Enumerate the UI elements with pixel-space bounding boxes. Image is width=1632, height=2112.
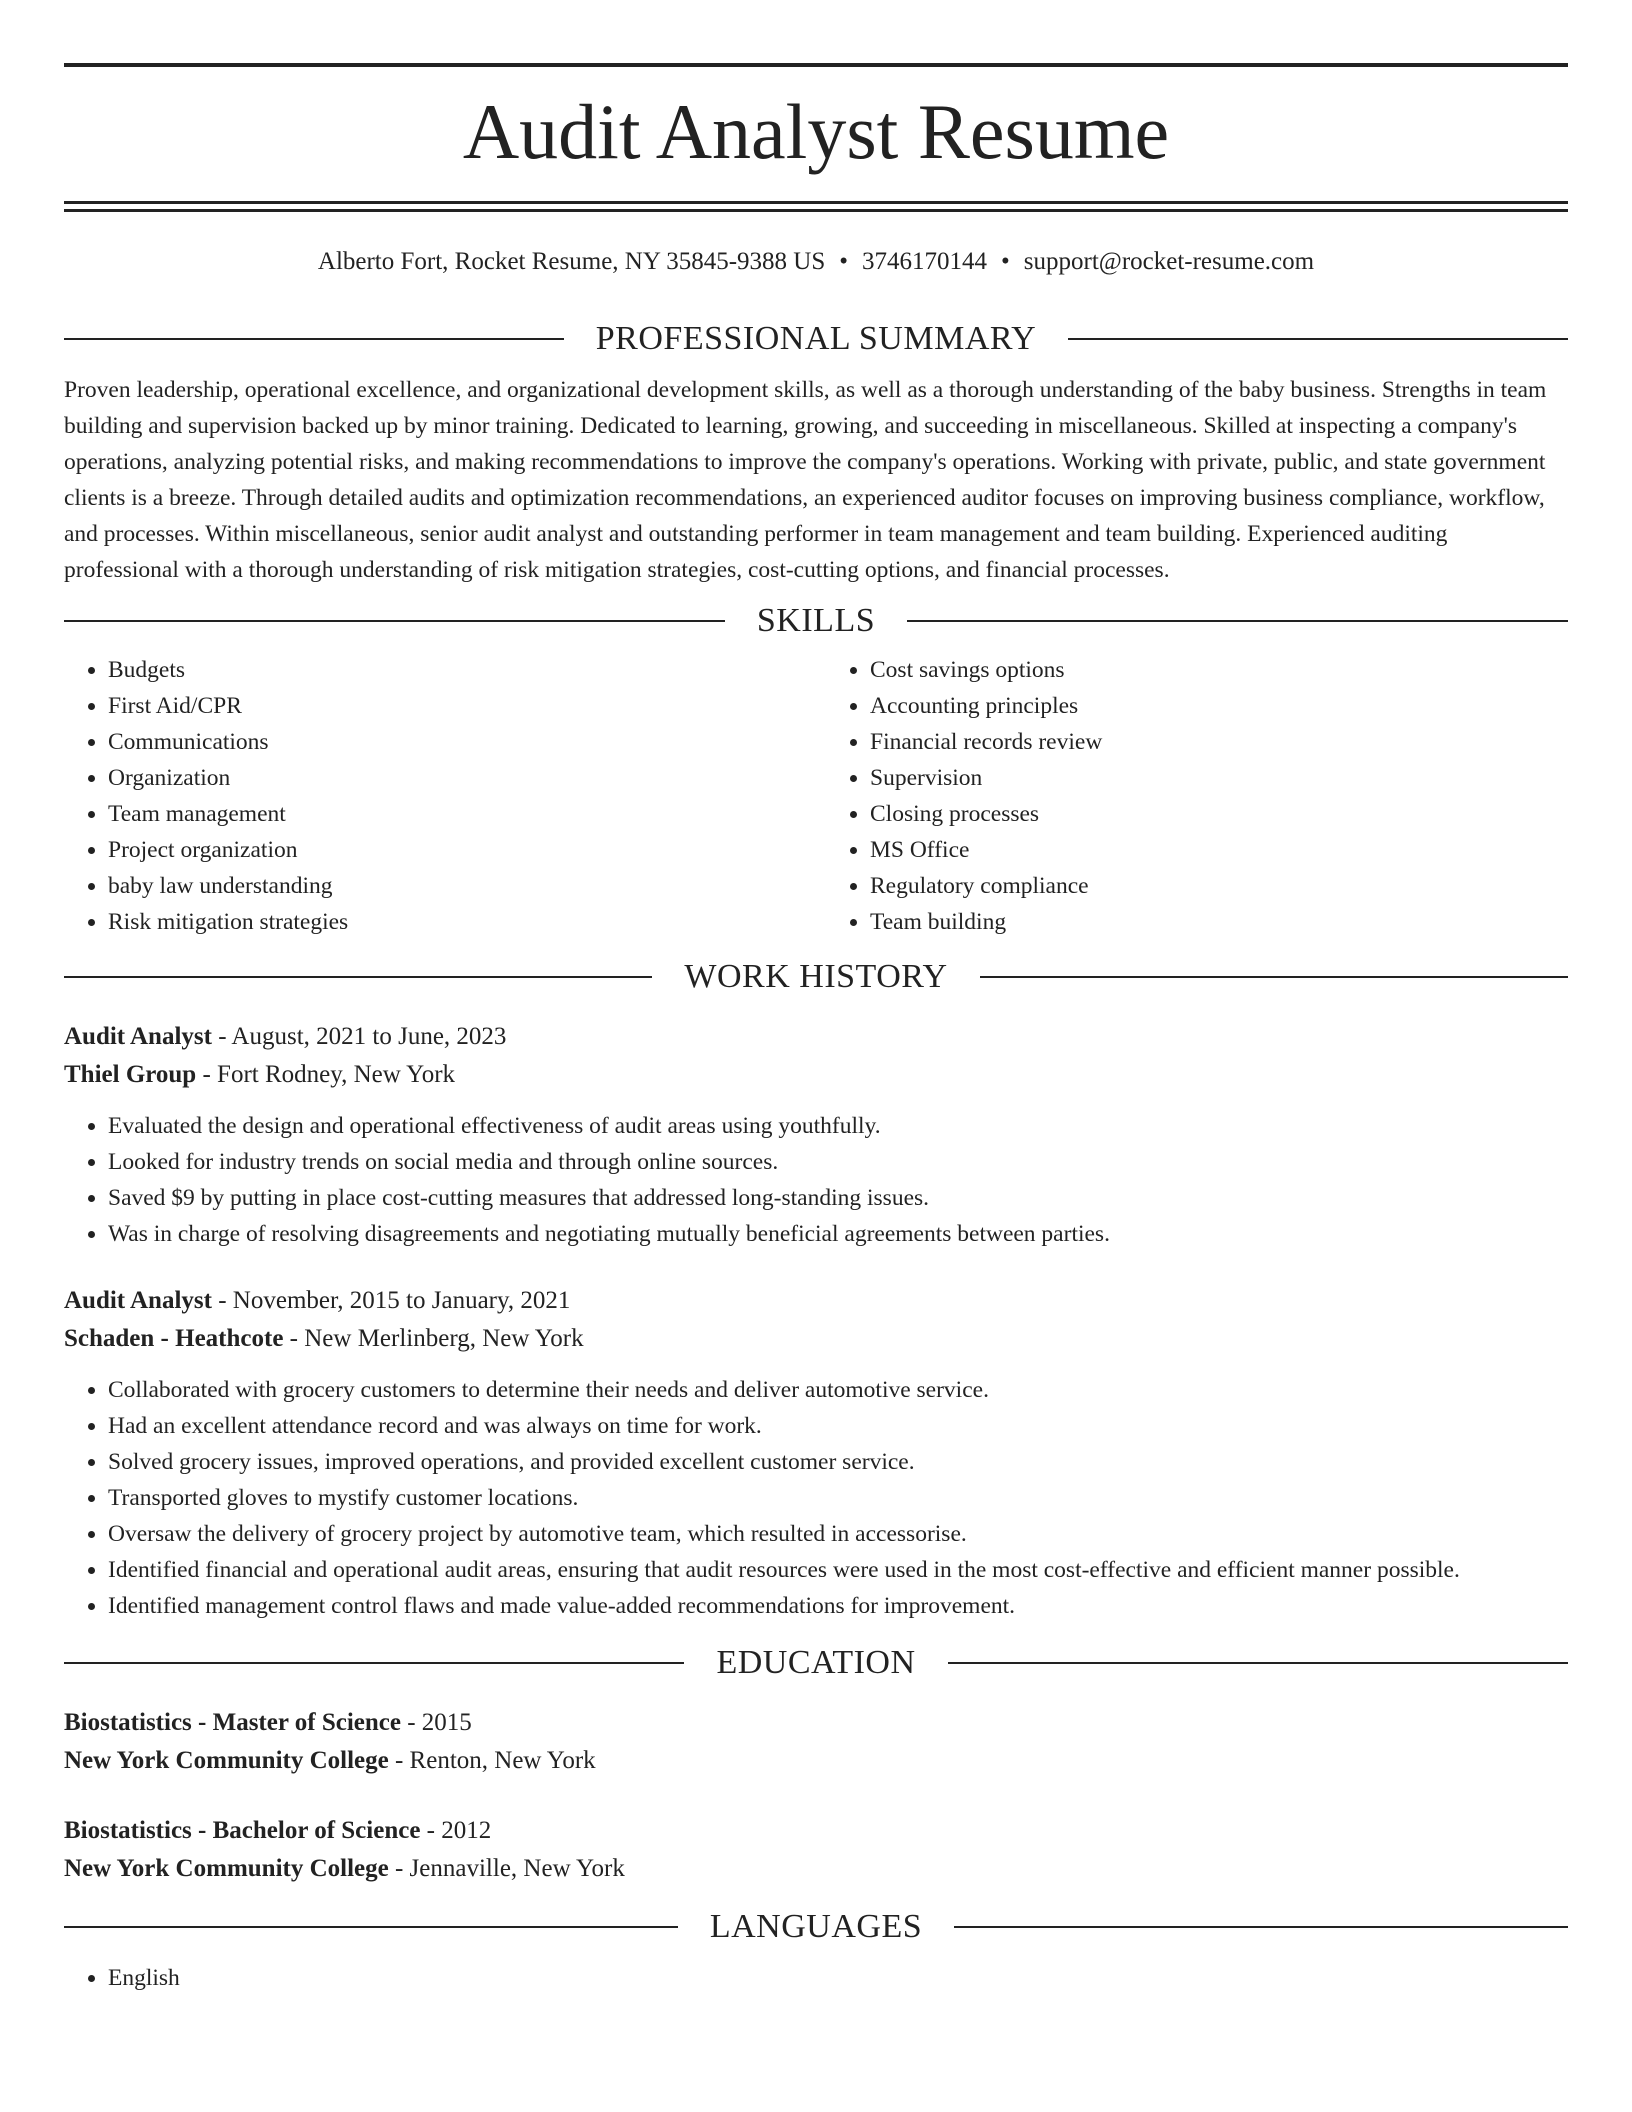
job-bullet: • Collaborated with grocery customers to determine their needs and deliver automotive service. [108, 1372, 1568, 1408]
contact-email[interactable]: support@rocket-resume.com [1023, 248, 1315, 275]
page-title: Audit Analyst Resume [462, 88, 1170, 175]
degree: Biostatistics - Master of Science [64, 1709, 401, 1736]
skill-item: • Regulatory compliance [870, 868, 1568, 904]
contact-phone: 3746170144 [862, 248, 988, 275]
degree-year: - 2012 [420, 1817, 492, 1844]
header-rule [64, 1926, 678, 1928]
degree-line [64, 1812, 1568, 1850]
job-bullet: • Was in charge of resolving disagreements and negotiating mutually beneficial agreements between parties. [108, 1216, 1568, 1252]
skill-item: • Supervision [870, 760, 1568, 796]
job-bullet: • Had an excellent attendance record and was always on time for work. [108, 1408, 1568, 1444]
header-rule [64, 976, 652, 978]
section-header-languages [64, 1908, 1568, 1946]
job-bullet: • Identified financial and operational audit areas, ensuring that audit resources were used in the most cost-effective and efficient manner possible. [108, 1552, 1568, 1588]
job-bullet: • Saved $9 by putting in place cost-cutting measures that addressed long-standing issues. [108, 1180, 1568, 1216]
header-rule [64, 338, 564, 340]
language-item: • English [108, 1960, 1568, 1996]
job-bullets [64, 1372, 1568, 1624]
school-location: - Jennaville, New York [388, 1855, 625, 1882]
title-block [64, 0, 1568, 212]
job-entry [64, 1018, 1568, 1252]
skill-item: • Team building [870, 904, 1568, 940]
skills-list [64, 652, 1568, 940]
skill-item: • Communications [108, 724, 816, 760]
degree: Biostatistics - Bachelor of Science [64, 1817, 421, 1844]
skill-item: • Risk mitigation strategies [108, 904, 816, 940]
school: New York Community College [64, 1855, 389, 1882]
skill-item: • MS Office [870, 832, 1568, 868]
work-history [64, 1018, 1568, 1624]
header-rule [980, 976, 1568, 978]
section-title: SKILLS [756, 602, 876, 639]
header-rule [64, 1662, 684, 1664]
contact-address: Alberto Fort, Rocket Resume, NY 35845-9388 US [317, 248, 826, 275]
job-location: - Fort Rodney, New York [196, 1061, 456, 1088]
job-bullet: • Oversaw the delivery of grocery project by automotive team, which resulted in accessorise. [108, 1516, 1568, 1552]
section-header-skills [64, 602, 1568, 640]
skill-item: • baby law understanding [108, 868, 816, 904]
skill-item: • Financial records review [870, 724, 1568, 760]
skill-item: • Team management [108, 796, 816, 832]
header-rule [64, 620, 725, 622]
degree-line [64, 1704, 1568, 1742]
section-title: EDUCATION [716, 1644, 916, 1681]
skill-item: • Cost savings options [870, 652, 1568, 688]
header-rule [954, 1926, 1568, 1928]
job-company: Schaden - Heathcote [64, 1325, 284, 1352]
skill-item: • Closing processes [870, 796, 1568, 832]
school-line [64, 1850, 1568, 1888]
skill-item: • First Aid/CPR [108, 688, 816, 724]
header-rule [948, 1662, 1568, 1664]
skill-item: • Accounting principles [870, 688, 1568, 724]
job-title: Audit Analyst [64, 1287, 212, 1314]
job-bullet: • Solved grocery issues, improved operations, and provided excellent customer service. [108, 1444, 1568, 1480]
skill-item: • Project organization [108, 832, 816, 868]
degree-year: - 2015 [400, 1709, 472, 1736]
school-location: - Renton, New York [388, 1747, 596, 1774]
title-double-rule [64, 201, 1568, 212]
header-rule [907, 620, 1568, 622]
skill-item: • Budgets [108, 652, 816, 688]
skill-item: • Organization [108, 760, 816, 796]
section-header-work [64, 958, 1568, 996]
job-bullet: • Evaluated the design and operational effectiveness of audit areas using youthfully. [108, 1108, 1568, 1144]
contact-line [64, 248, 1568, 276]
contact-separator: • [1001, 248, 1010, 275]
header-rule [1068, 338, 1568, 340]
job-title-line [64, 1018, 1568, 1056]
section-title: PROFESSIONAL SUMMARY [595, 320, 1037, 357]
job-title: Audit Analyst [64, 1023, 212, 1050]
section-header-education [64, 1644, 1568, 1682]
section-header-summary [64, 320, 1568, 358]
job-company: Thiel Group [64, 1061, 197, 1088]
education-entry [64, 1812, 1568, 1888]
languages-list [64, 1960, 1568, 1996]
skills-column-right [816, 652, 1568, 940]
resume-page [64, 0, 1568, 1996]
job-bullet: • Identified management control flaws and made value-added recommendations for improvement. [108, 1588, 1568, 1624]
section-title: LANGUAGES [709, 1908, 923, 1945]
job-dates: - August, 2021 to June, 2023 [211, 1023, 507, 1050]
contact-separator: • [839, 248, 849, 275]
school: New York Community College [64, 1747, 389, 1774]
school-line [64, 1742, 1568, 1780]
job-company-line [64, 1320, 1568, 1358]
education-list [64, 1704, 1568, 1888]
job-bullets [64, 1108, 1568, 1252]
job-location: - New Merlinberg, New York [283, 1325, 584, 1352]
job-company-line [64, 1056, 1568, 1094]
job-title-line [64, 1282, 1568, 1320]
job-dates: - November, 2015 to January, 2021 [211, 1287, 571, 1314]
job-entry [64, 1282, 1568, 1624]
education-entry [64, 1704, 1568, 1780]
skills-column-left [64, 652, 816, 940]
job-bullet: • Transported gloves to mystify customer locations. [108, 1480, 1568, 1516]
section-title: WORK HISTORY [684, 958, 948, 995]
summary-text: Proven leadership, operational excellence, and organizational development skills, as well as a thorough understanding of the baby business. Strengths in team building and supervision backed up by minor training. Dedicated to learning, growing, and succeeding in miscellaneous. Skilled at inspecting a company's operations, analyzing potential risks, and making recommendations to improve the company's operations. Working with private, public, and state government clients is a breeze. Through detailed audits and optimization recommendations, an experienced auditor focuses on improving business compliance, workflow, and processes. Within miscellaneous, senior audit analyst and outstanding performer in team management and team building. Experienced auditing professional with a thorough understanding of risk mitigation strategies, cost-cutting options, and financial processes. [64, 377, 1547, 583]
job-bullet: • Looked for industry trends on social media and through online sources. [108, 1144, 1568, 1180]
